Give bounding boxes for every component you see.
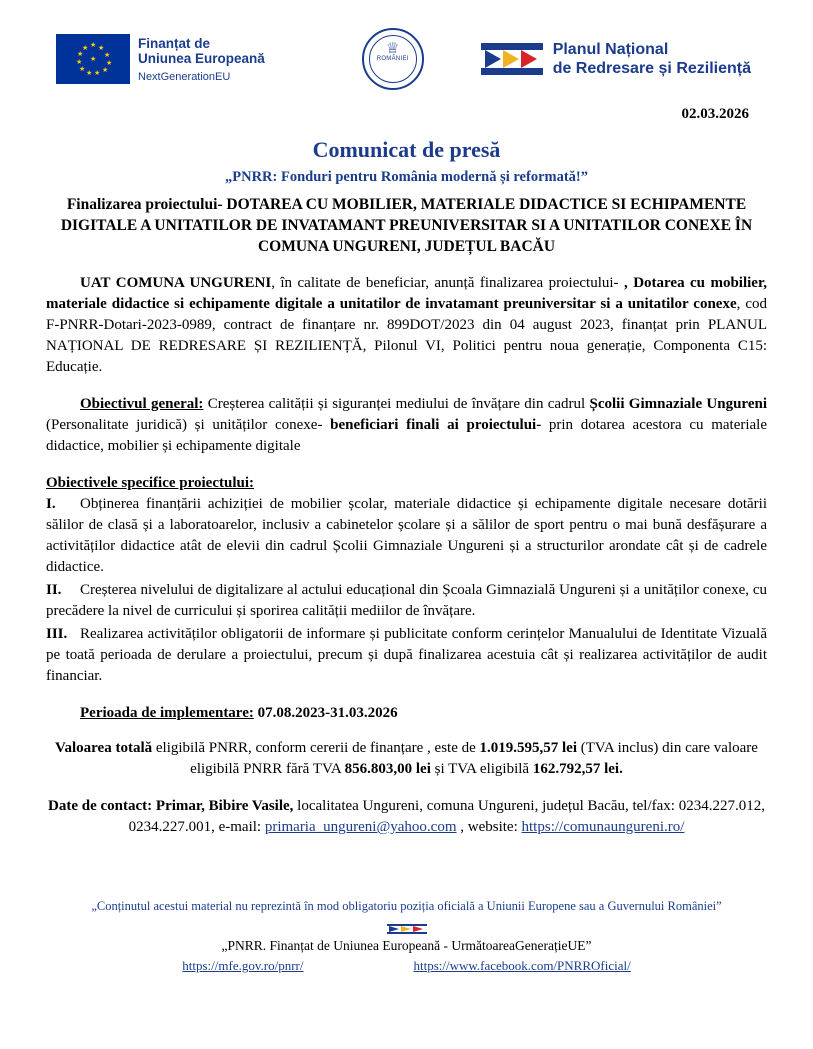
- general-objective-label: Obiectivul general:: [80, 396, 204, 412]
- objective-number: III.: [46, 626, 68, 642]
- contact-details: [46, 796, 767, 838]
- project-value-paragraph: [46, 738, 767, 780]
- specific-objectives-heading: Obiectivele specifice proiectului:: [46, 475, 255, 491]
- contact-email-link[interactable]: primaria_ungureni@yahoo.com: [264, 819, 457, 835]
- contact-text-1: localitatea Ungureni, comuna Ungureni, județul Bacău, tel/fax: 0234.227.012, 0234.227.001, e-mail:: [128, 798, 765, 835]
- intro-text-1: , în calitate de beneficiar, anunță finalizarea proiectului-: [271, 275, 624, 291]
- footer-link-facebook[interactable]: https://www.facebook.com/PNRROficial/: [413, 958, 631, 973]
- general-objective-text-2: (Personalitate juridică) și unităților conexe-: [46, 417, 331, 433]
- eu-stars: ★ ★ ★ ★ ★ ★ ★ ★ ★ ★ ★ ★: [76, 40, 113, 77]
- pnrr-mark-icon: [481, 39, 543, 79]
- footer-tagline: „PNRR. Finanțat de Uniunea Europeană - UrmătoareaGenerațieUE”: [221, 938, 592, 953]
- footer-links: [46, 958, 767, 974]
- document-footer: [46, 898, 767, 974]
- value-text-3: și TVA eligibilă: [430, 761, 533, 777]
- eagle-crest-icon: ♕: [386, 41, 400, 57]
- page-title: Comunicat de presă: [312, 137, 501, 162]
- pnrr-logo: [481, 39, 751, 79]
- contact-text-2: , website:: [456, 819, 522, 835]
- specific-objective-item: [46, 580, 767, 622]
- footer-disclaimer: „Conținutul acestui material nu reprezintă în mod obligatoriu poziția oficială a Uniunii Europene sau a Guvernului României”: [91, 899, 722, 913]
- vat-amount: 162.792,57 lei.: [532, 761, 623, 777]
- footer-link-mfe[interactable]: https://mfe.gov.ro/pnrr/: [182, 958, 304, 973]
- document-subtitle: „PNRR: Fonduri pentru România modernă și reformată!”: [224, 169, 588, 185]
- pnrr-logo-text: [553, 40, 751, 78]
- total-value-amount: 1.019.595,57 lei: [479, 740, 578, 756]
- eu-logo-line3: NextGenerationEU: [138, 70, 231, 83]
- header-logo-bar: [46, 22, 767, 90]
- school-name: Școlii Gimnaziale Ungureni: [589, 396, 767, 412]
- final-beneficiaries: beneficiari finali ai proiectului-: [330, 417, 542, 433]
- period-value: 07.08.2023-31.03.2026: [253, 705, 398, 721]
- document-date: 02.03.2026: [681, 106, 749, 122]
- government-of-romania-seal-icon: [362, 28, 424, 90]
- objective-number: I.: [46, 496, 56, 512]
- specific-objective-item: [46, 624, 767, 687]
- general-objective-text-1: Creșterea calității și siguranței mediului de învățare din cadrul: [203, 396, 590, 412]
- value-text-1: eligibilă PNRR, conform cererii de finanțare , este de: [152, 740, 480, 756]
- intro-paragraph: [46, 273, 767, 378]
- eu-flag-icon: [56, 34, 130, 84]
- general-objective-paragraph: [46, 394, 767, 457]
- eu-logo-line1: Finanțat de: [138, 35, 211, 51]
- general-objective-text-3: prin dotarea acestora cu materiale didactice, mobilier și echipamente digitale: [46, 417, 767, 454]
- total-value-label: Valoarea totală: [55, 740, 153, 756]
- pnrr-logo-line2: de Redresare și Reziliență: [552, 60, 751, 77]
- seal-bottom-text: ROMÂNIEI: [376, 55, 409, 62]
- specific-objective-item: [46, 494, 767, 578]
- pnrr-footer-mark-icon: [387, 924, 427, 934]
- implementation-period: [46, 705, 767, 722]
- period-label: Perioada de implementare:: [80, 705, 254, 721]
- value-without-vat: 856.803,00 lei: [344, 761, 431, 777]
- objective-text: Obținerea finanțării achiziției de mobilier școlar, materiale didactice și echipamente digitale necesare dotării sălilor de clasă și a laboratoarelor, inclusiv a cabinetelor școlare și a sălilor de sport pentru o mai bună desfășurare a activităților didactice atât de elevii din cadrul Școlii Gimnaziale Ungureni și a structurilor arondate cât și de cadrele didactice.: [46, 496, 767, 575]
- objective-text: Realizarea activităților obligatorii de informare și publicitate conform cerințelor Manualului de Identitate Vizuală pe toată perioada de derulare a proiectului, precum și după finalizarea acestuia cât și realizarea activităților de audit financiar.: [46, 626, 767, 684]
- intro-text-2: , cod F-PNRR-Dotari-2023-0989, contract de finanțare nr. 899DOT/2023 din 04 august 2023, finanțat prin PLANUL NAȚIONAL DE REDRESARE ȘI REZILIENȚĂ, Pilonul VI, Politici pentru noua generație, Componenta C15: Educație.: [46, 296, 767, 375]
- eu-logo-line2: Uniunea Europeană: [138, 50, 265, 66]
- contact-label: Date de contact: Primar, Bibire Vasile,: [48, 798, 294, 814]
- beneficiary-name: UAT COMUNA UNGURENI: [80, 275, 272, 291]
- contact-website-link[interactable]: https://comunaungureni.ro/: [521, 819, 685, 835]
- eu-funding-logo: [56, 34, 265, 85]
- pnrr-logo-line1: Planul Național: [552, 41, 669, 58]
- project-title: Finalizarea proiectului- DOTAREA CU MOBILIER, MATERIALE DIDACTICE SI ECHIPAMENTE DIGITALE A UNITATILOR DE INVATAMANT PREUNIVERSITAR SI A UNITATILOR CONEXE ÎN COMUNA UNGURENI, JUDEȚUL BACĂU: [60, 196, 753, 255]
- eu-logo-text: [138, 34, 265, 85]
- objective-text: Creșterea nivelului de digitalizare al actului educațional din Școala Gimnazială Ungureni și a unităților conexe, cu precădere la nivel de curricului și sporirea calității mediilor de învățare.: [46, 582, 767, 619]
- value-text-2: (TVA inclus) din care valoare eligibilă PNRR fără TVA: [190, 740, 758, 777]
- project-name-inline: , Dotarea cu mobilier, materiale didactice si echipamente digitale a unitatilor de invatamant preuniversitar si a unitatilor conexe: [46, 275, 767, 312]
- objective-number: II.: [46, 582, 62, 598]
